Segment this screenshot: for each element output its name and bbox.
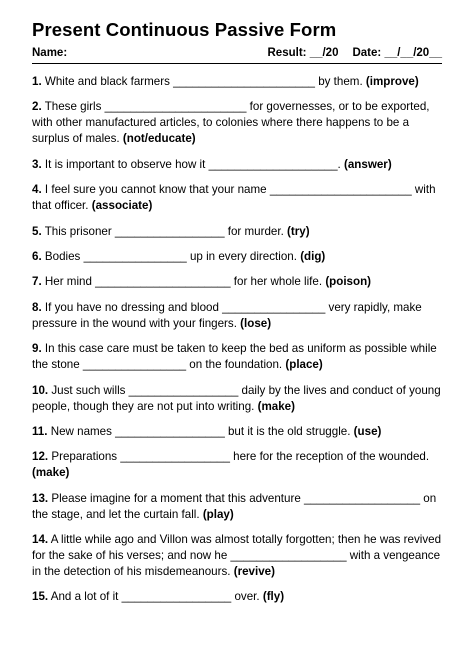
question-verb: (improve) — [365, 75, 419, 88]
question-text: Just such wills _________________ daily by the lives and conduct of young people, though they are not put into writing. — [32, 383, 441, 413]
question-10 — [32, 383, 442, 415]
question-15 — [32, 589, 442, 605]
question-number: 2. — [32, 100, 42, 114]
question-verb: (not/educate) — [122, 132, 196, 146]
question-number: 7. — [32, 275, 42, 289]
question-text: White and black farmers ______________________ by them. — [44, 75, 363, 88]
header-right — [268, 45, 443, 61]
question-number: 11. — [32, 424, 48, 438]
question-number: 3. — [32, 157, 42, 171]
question-verb: (lose) — [240, 316, 272, 330]
date-label: Date: — [352, 47, 382, 59]
question-text: This prisoner _________________ for murder. — [44, 224, 284, 238]
question-list — [32, 74, 442, 605]
question-text: It is important to observe how it ____________________. — [44, 157, 341, 171]
question-number: 12. — [32, 450, 49, 464]
question-number: 9. — [32, 342, 42, 356]
question-3 — [32, 157, 442, 173]
question-verb: (try) — [287, 224, 310, 238]
result-field — [268, 45, 339, 61]
question-4 — [32, 182, 442, 214]
question-number: 4. — [32, 183, 42, 197]
question-text: If you have no dressing and blood ________________ very rapidly, make pressure in the wound with your fingers. — [32, 300, 422, 330]
date-value: __/__/20__ — [384, 47, 442, 59]
question-number: 13. — [32, 491, 49, 505]
question-verb: (use) — [353, 424, 382, 438]
question-8 — [32, 300, 442, 332]
question-number: 5. — [32, 224, 42, 238]
question-number: 10. — [32, 383, 49, 397]
question-text: I feel sure you cannot know that your name ______________________ with that officer. — [32, 183, 436, 213]
question-12 — [32, 449, 442, 481]
result-label: Result: — [267, 47, 307, 59]
question-5 — [32, 224, 442, 240]
question-verb: (associate) — [91, 199, 153, 213]
question-verb: (place) — [285, 358, 323, 372]
question-text: And a lot of it _________________ over. — [50, 590, 260, 604]
result-value: __/20 — [309, 47, 339, 59]
question-verb: (make) — [32, 466, 70, 480]
question-text: Preparations _________________ here for the reception of the wounded. — [51, 450, 430, 464]
question-14 — [32, 532, 442, 580]
question-1 — [32, 74, 442, 90]
worksheet-header — [32, 45, 442, 61]
question-text: These girls ______________________ for governesses, or to be exported, with other manufactured articles, to colonies where there happens to be a surplus of males. — [32, 100, 430, 146]
question-9 — [32, 341, 442, 373]
question-text: New names _________________ but it is the old struggle. — [50, 424, 351, 438]
question-number: 14. — [32, 533, 49, 547]
question-text: Please imagine for a moment that this adventure __________________ on the stage, and let the curtain fall. — [32, 491, 437, 521]
header-divider — [32, 63, 442, 64]
question-verb: (revive) — [233, 565, 275, 579]
question-verb: (answer) — [344, 157, 392, 171]
question-text: Bodies ________________ up in every direction. — [44, 249, 297, 263]
question-text: Her mind _____________________ for her whole life. — [44, 275, 323, 289]
page-title: Present Continuous Passive Form — [32, 19, 337, 40]
question-verb: (play) — [202, 507, 234, 521]
question-text: A little while ago and Villon was almost totally forgotten; then he was revived for the sake of his verses; and now he __________________ with a vengeance in the detection of his misdemeanours. — [32, 533, 442, 579]
question-6 — [32, 249, 442, 265]
question-13 — [32, 491, 442, 523]
question-verb: (make) — [257, 399, 295, 413]
question-number: 8. — [32, 300, 42, 314]
date-field — [352, 45, 442, 61]
question-7 — [32, 274, 442, 290]
question-text: In this case care must be taken to keep the bed as uniform as possible while the stone ________________ on the foundation. — [32, 342, 437, 372]
question-verb: (poison) — [325, 275, 372, 289]
question-verb: (dig) — [300, 249, 326, 263]
question-number: 15. — [32, 590, 49, 604]
question-verb: (fly) — [262, 590, 285, 604]
question-2 — [32, 99, 442, 147]
name-label: Name: — [32, 47, 68, 59]
question-number: 6. — [32, 249, 42, 263]
question-11 — [32, 424, 442, 440]
question-number: 1. — [32, 75, 42, 88]
